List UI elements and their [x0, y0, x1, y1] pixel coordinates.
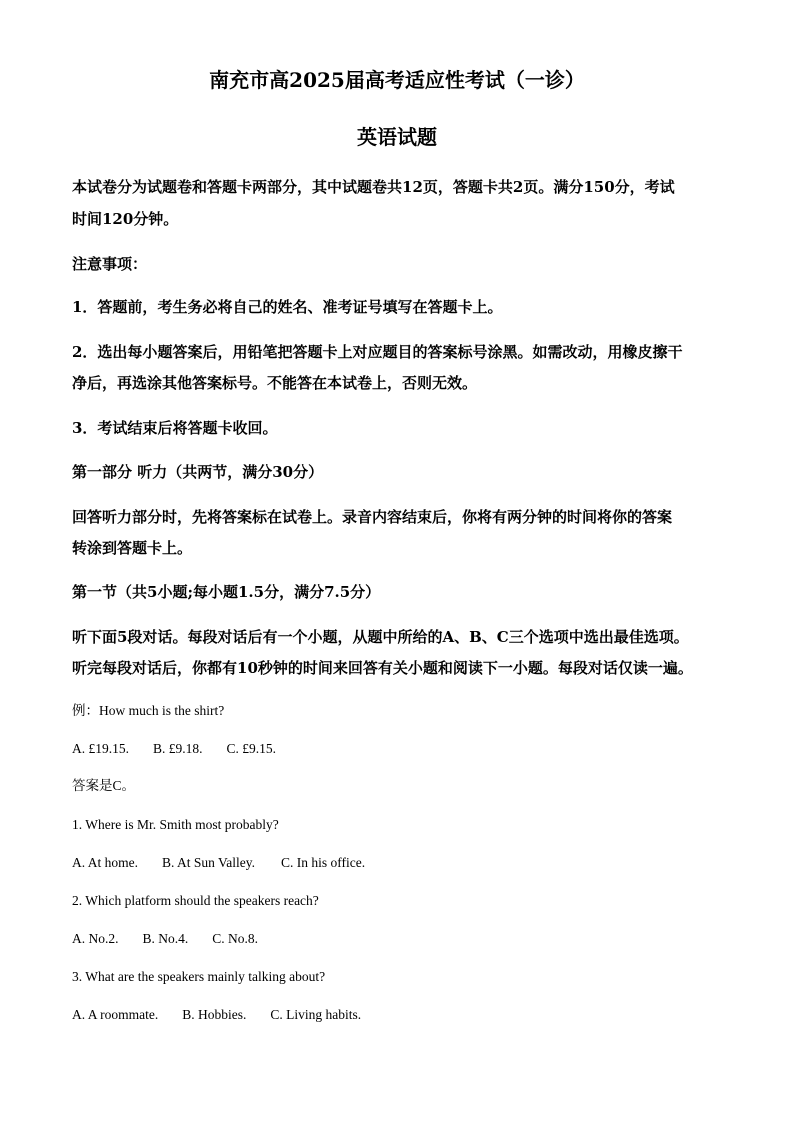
question-1-option-b: B. At Sun Valley.	[162, 855, 256, 870]
example-option-b: B. £9.18.	[153, 741, 203, 756]
example-option-c: C. £9.15.	[226, 741, 277, 756]
notes-item-3: 3．考试结束后将答题卡收回。	[72, 419, 278, 437]
question-1-options	[72, 854, 365, 872]
section1-instruction-line-2: 听完每段对话后，你都有10秒钟的时间来回答有关小题和阅读下一小题。每段对话仅读一遍。	[72, 659, 693, 677]
section1-instruction-line-1: 听下面5段对话。每段对话后有一个小题，从题中所给的A、B、C三个选项中选出最佳选项。	[72, 628, 689, 646]
example-option-a: A. £19.15.	[72, 741, 129, 756]
question-3-option-b: B. Hobbies.	[182, 1007, 247, 1022]
notes-item-2-line-1: 2．选出每小题答案后，用铅笔把答题卡上对应题目的答案标号涂黑。如需改动，用橡皮擦干	[72, 343, 683, 361]
exam-title: 南充市高2025届高考适应性考试（一诊）	[209, 68, 585, 92]
question-3-option-c: C. Living habits.	[270, 1007, 362, 1022]
question-3: 3. What are the speakers mainly talking about?	[72, 969, 326, 984]
part1-heading: 第一部分 听力（共两节，满分30分）	[72, 463, 324, 481]
exam-subtitle: 英语试题	[357, 125, 437, 149]
example-answer: 答案是C。	[72, 778, 136, 793]
part1-instruction-line-1: 回答听力部分时，先将答案标在试卷上。录音内容结束后，你将有两分钟的时间将你的答案	[72, 508, 673, 526]
intro-line-1: 本试卷分为试题卷和答题卡两部分，其中试题卷共12页，答题卡共2页。满分150分，考试	[72, 178, 675, 196]
notes-item-2-line-2: 净后，再选涂其他答案标号。不能答在本试卷上，否则无效。	[72, 374, 478, 392]
intro-line-2: 时间120分钟。	[72, 210, 179, 228]
question-2-options	[72, 930, 258, 948]
notes-heading: 注意事项：	[72, 255, 148, 273]
question-2-option-a: A. No.2.	[72, 931, 119, 946]
question-2-option-b: B. No.4.	[142, 931, 189, 946]
question-1: 1. Where is Mr. Smith most probably?	[72, 817, 279, 832]
question-1-option-c: C. In his office.	[281, 855, 366, 870]
part1-instruction-line-2: 转涂到答题卡上。	[72, 539, 193, 557]
question-3-option-a: A. A roommate.	[72, 1007, 159, 1022]
section1-heading: 第一节（共5小题;每小题1.5分，满分7.5分）	[72, 583, 381, 601]
example-question: 例：How much is the shirt?	[72, 703, 225, 718]
question-1-option-a: A. At home.	[72, 855, 138, 870]
example-options	[72, 740, 276, 758]
question-3-options	[72, 1006, 361, 1024]
notes-item-1: 1．答题前，考生务必将自己的姓名、准考证号填写在答题卡上。	[72, 298, 503, 316]
question-2-option-c: C. No.8.	[212, 931, 259, 946]
question-2: 2. Which platform should the speakers reach?	[72, 893, 319, 908]
